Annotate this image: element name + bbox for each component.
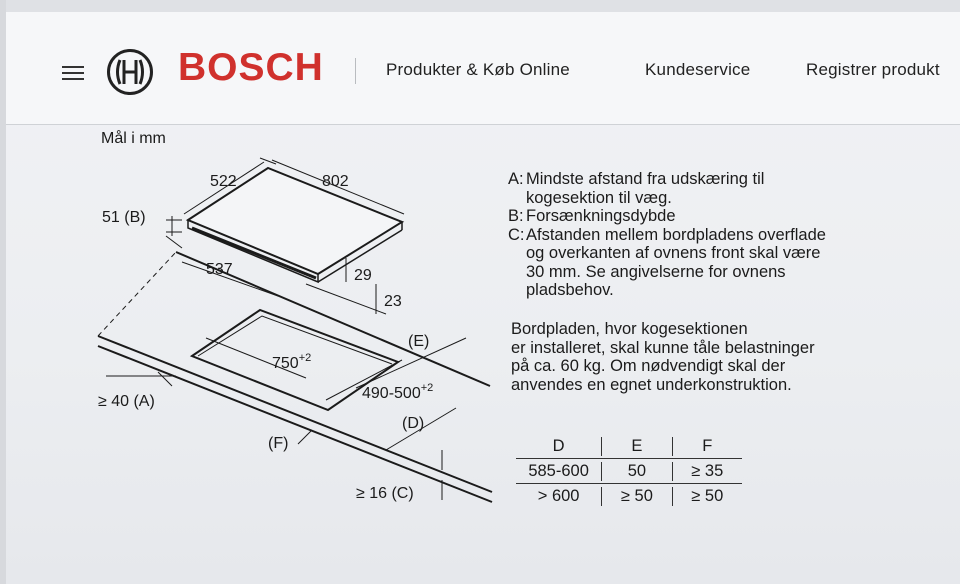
nav-link-register-product[interactable]: Registrer produkt (806, 60, 940, 79)
table-header-d: D (552, 436, 565, 455)
legend (508, 170, 928, 300)
worktop-drawing (98, 252, 492, 502)
bosch-armature-logo-icon[interactable] (106, 48, 154, 96)
dim-537: 537 (206, 261, 233, 278)
table-header-row (516, 434, 742, 459)
legend-item-b: B: Forsænkningsdybde (508, 207, 676, 225)
dim-29: 29 (354, 267, 372, 284)
dim-23: 23 (384, 293, 402, 310)
dim-b-label: 51 (B) (102, 209, 146, 226)
legend-item-c: C: Afstanden mellem bordpladens overflade og overkanten af ovnens front skal være 30 mm. Se angivelserne for ovnens pladsbehov. (508, 225, 826, 299)
table-row (516, 484, 742, 508)
dim-a-label: ≥ 40 (A) (98, 393, 155, 410)
dim-c-label: ≥ 16 (C) (356, 485, 414, 502)
table-row (516, 459, 742, 484)
unit-label: Mål i mm (101, 130, 166, 147)
brand-wordmark[interactable]: BOSCH (178, 46, 324, 89)
menu-icon[interactable] (62, 66, 84, 82)
dim-cut-490: $490-500^{+2}$ (362, 382, 434, 402)
dim-cut-750: $750^{+2}$ (272, 352, 312, 372)
dim-label-f: (F) (268, 435, 289, 452)
hob-drawing (166, 158, 404, 314)
table-cell: ≥ 50 (672, 487, 742, 506)
clearance-table (516, 434, 742, 508)
header-divider (355, 58, 356, 84)
installation-diagram (6, 124, 506, 584)
table-cell: 585-600 (528, 461, 589, 480)
dim-length-top: 802 (322, 173, 349, 190)
table-cell: 50 (601, 462, 671, 481)
nav-link-products[interactable]: Produkter & Køb Online (386, 60, 570, 79)
legend-item-a: A: Mindste afstand fra udskæring til kogesektion til væg. (508, 170, 765, 207)
table-header-e: E (601, 437, 671, 456)
installation-content (6, 124, 960, 584)
nav-link-customer-service[interactable]: Kundeservice (645, 60, 751, 79)
dim-label-e: (E) (408, 333, 430, 350)
load-note: Bordpladen, hvor kogesektionen er installeret, skal kunne tåle belastninger på ca. 60 kg. Om nødvendigt skal der anvendes en egnet underkonstruktion. (511, 320, 815, 394)
dim-label-d: (D) (402, 415, 425, 432)
table-header-f: F (672, 437, 742, 456)
table-cell: > 600 (537, 486, 580, 505)
site-header (6, 12, 960, 125)
table-cell: ≥ 35 (672, 462, 742, 481)
dim-width-top: 522 (210, 173, 237, 190)
top-strip (0, 0, 960, 12)
table-cell: ≥ 50 (601, 487, 671, 506)
